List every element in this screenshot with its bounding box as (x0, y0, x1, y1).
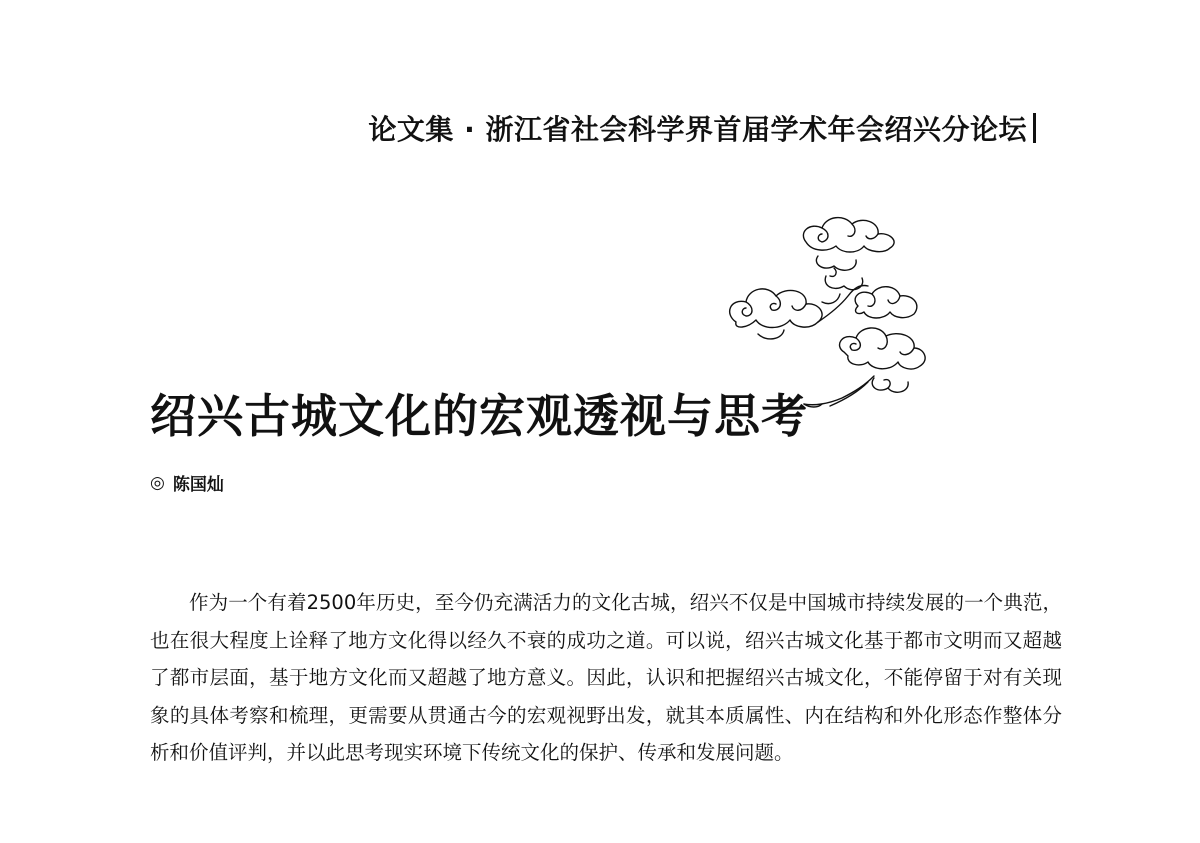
body-paragraph: 作为一个有着2500年历史，至今仍充满活力的文化古城，绍兴不仅是中国城市持续发展的一个典范，也在很大程度上诠释了地方文化得以经久不衰的成功之道。可以说，绍兴古城文化基于都市文明而又超越了都市层面，基于地方文化而又超越了地方意义。因此，认识和把握绍兴古城文化，不能停留于对有关现象的具体考察和梳理，更需要从贯通古今的宏观视野出发，就其本质属性、内在结构和外化形态作整体分析和价值评判，并以此思考现实环境下传统文化的保护、传承和发展问题。 (150, 591, 1062, 765)
byline-mark: ◎ (150, 472, 165, 493)
running-header (368, 108, 1036, 148)
running-header-title: 论文集 · 浙江省社会科学界首届学术年会绍兴分论坛 (368, 113, 1027, 146)
byline (150, 470, 224, 495)
article-title: 绍兴古城文化的宏观透视与思考 (150, 389, 808, 443)
header-rule (1033, 113, 1036, 143)
author-name: 陈国灿 (172, 475, 224, 495)
